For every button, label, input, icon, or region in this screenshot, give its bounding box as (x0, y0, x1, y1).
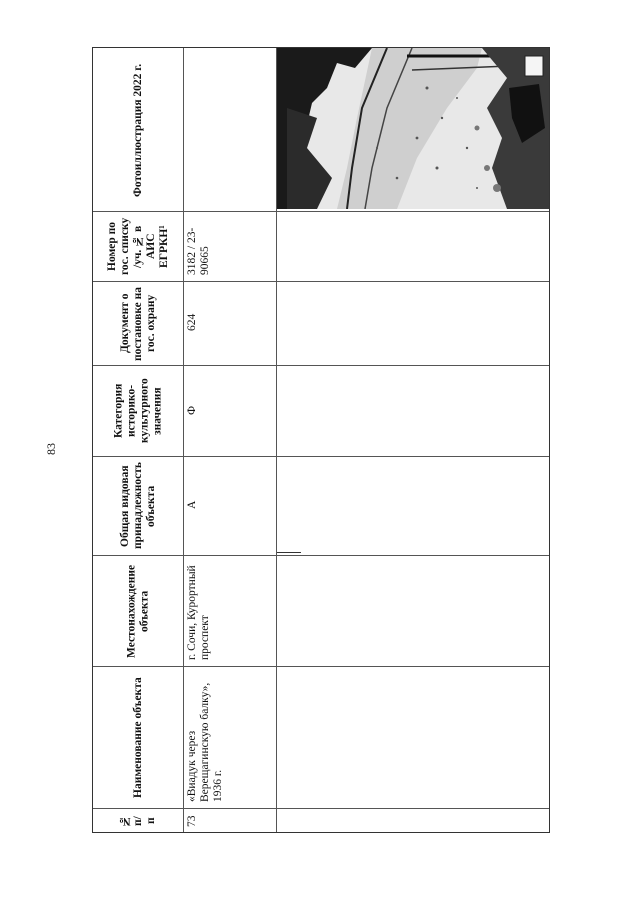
cell-document: 624 (186, 313, 198, 332)
cell-num: 73 (186, 815, 198, 827)
cell-reg-number: 3182 / 23-90665 (186, 227, 211, 275)
cell-type: А (186, 500, 198, 510)
cell-location: г. Сочи, Курортный проспект (186, 565, 211, 660)
cell-category: Ф (186, 405, 198, 415)
page-number: 83 (44, 443, 58, 455)
header-category: Категория историко-культурного значения (112, 378, 164, 444)
header-name: Наименование объекта (132, 677, 144, 798)
edge-mark (277, 552, 301, 553)
cell-name: «Виадук через Верещагинскую балку», 1936 г. (186, 682, 224, 802)
header-num: № п/п (119, 815, 157, 827)
header-location: Местонахождение объекта (125, 564, 151, 658)
header-reg-number: Номер по гос. списку /уч. № в АИС ЕГРКН¹ (106, 217, 170, 276)
header-type: Общая видовая принадлежность объекта (119, 462, 157, 550)
viaduct-photo (277, 48, 549, 209)
header-photo: Фотоиллюстрация 2022 г. (132, 63, 144, 197)
header-document: Документ о постановке на гос. охрану (119, 286, 157, 361)
